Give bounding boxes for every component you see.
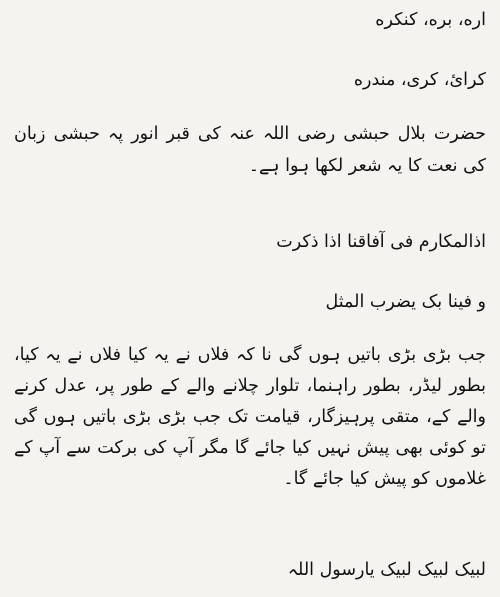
paragraph-1: اره، بره، کنکره — [375, 10, 486, 30]
paragraph-2: کرائ، کری، مندره — [353, 70, 486, 90]
paragraph-4: اذالمکارم فی آفاقنا اذا ذکرت — [276, 232, 486, 252]
paragraph-3: حضرت بلال حبشی رضی اللہ عنہ کی قبر انور پہ حبشی زبان کی نعت کا یہ شعر لکھا ہوا ہے۔ — [14, 124, 486, 176]
paragraph-6: جب بڑی بڑی باتیں ہوں گی نا کہ فلاں نے یہ کیا فلاں نے یہ کیا، بطور لیڈر، بطور راہنما، تلوار چلانے والے کے طور پر، عدل کرنے والے کے، متقی پرہیزگار، قیامت تک جب بڑی بڑی باتیں ہوں گی تو کوئی بھی پیش نہیں کیا جائے گا مگر آپ کی برکت سے آپ کے غلاموں کو پیش کیا جائے گا۔ — [14, 345, 486, 489]
paragraph-5: و فینا بک یضرب المثل — [325, 292, 486, 312]
paragraph-7: لبیک لبیک لبیک یارسول اللہ — [287, 560, 486, 580]
